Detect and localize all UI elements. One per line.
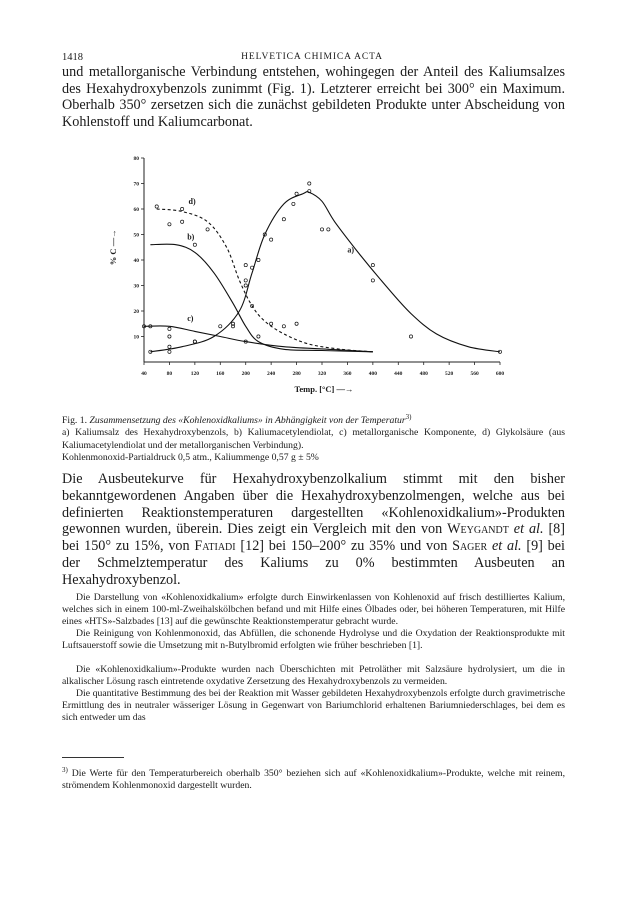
y-axis-label: % C —→ [108, 229, 118, 266]
footnote-divider [62, 757, 124, 758]
chart-labels [187, 197, 354, 323]
x-tick-label: 80 [166, 371, 173, 377]
method-paragraph-hydrolysis: Die «Kohlenoxidkalium»-Produkte wurden nach Überschichten mit Petroläther mit Salzsäure hydrolysiert, um die in alkalischer Lösung rasch eintretende oxydative Zersetzung des Hexahydroxybenzols zu vermeiden. [62, 664, 565, 688]
footnote-marker: 3) [62, 766, 68, 774]
data-point-d [270, 322, 273, 325]
x-tick-label: 360 [343, 371, 352, 377]
data-point-d [244, 279, 247, 282]
data-point-b [257, 335, 260, 338]
x-tick-label: 560 [470, 371, 479, 377]
x-tick-label: 40 [141, 371, 147, 377]
method-paragraph-purification: Die Reinigung von Kohlenmonoxid, das Abfüllen, die schonende Hydrolyse und die Oxydation der Reaktionsprodukte mit Luftsauerstoff sowie die Umsetzung mit n-Butylbromid erfolgten wie früher beschrieben [1]. [62, 628, 565, 652]
y-tick-label: 40 [133, 258, 139, 264]
data-point-a [371, 264, 374, 267]
y-tick-label: 30 [133, 283, 139, 290]
data-point-a [320, 228, 323, 231]
body-paragraph-yields: Die Ausbeutekurve für Hexahydroxybenzolkalium stimmt mit den bisher bekanntgewordenen Angaben über die Hexahydroxybenzolmengen, welche aus bei definierten Reaktionstemperaturen dargestellten «Kohlenoxidkalium»-Produkten gewonnen wurden, überein. Dies zeigt ein Vergleich mit den von Weygandt et al. [8] bei 150° zu 15%, von Fatiadi [12] bei 150–200° zu 35% und von Sager et al. [9] bei der Schmelztemperatur des Kaliums zu 0% bestimmten Ausbeuten an Hexahydroxybenzol. [62, 471, 566, 588]
figure-caption [62, 411, 565, 464]
series-line-a [150, 192, 500, 352]
journal-title: HELVETICA CHIMICA ACTA [241, 52, 383, 62]
data-point-d [155, 205, 158, 208]
x-tick-label: 520 [445, 371, 454, 377]
x-tick-label: 280 [292, 371, 301, 377]
data-point-c [168, 335, 171, 338]
x-tick-label: 200 [241, 371, 250, 377]
data-point-a [168, 350, 171, 353]
series-label-d: d) [188, 196, 196, 206]
x-tick-label: 160 [216, 371, 225, 377]
page-number: 1418 [62, 52, 83, 63]
series-label-c: c) [187, 314, 194, 324]
data-point-b [193, 243, 196, 246]
data-point-d [168, 223, 171, 226]
data-point-d [295, 322, 298, 325]
intro-paragraph: und metallorganische Verbindung entstehen, wohingegen der Anteil des Kaliumsalzes des Hexahydroxybenzols zunimmt (Fig. 1). Letzterer erreicht bei 300° ein Maximum. Oberhalb 350° zersetzen sich die zunächst gebildeten Produkte unter Abscheidung von Kohlenstoff und Kaliumcarbonat. [62, 64, 565, 130]
method-paragraph-preparation: Die Darstellung von «Kohlenoxidkalium» erfolgte durch Einwirkenlassen von Kohlenoxid auf frisch destilliertes Kalium, welches sich in einem 100-ml-Zweihalskölbchen befand und mit Hilfe eines Ölbades oder, bei höheren Temperaturen, mit Hilfe eines «HTS»-Salzbades [13] auf die gewünschte Reaktionstemperatur gebracht wurde. [62, 592, 565, 628]
data-point-a [270, 238, 273, 241]
x-tick-label: 480 [419, 371, 428, 377]
data-point-a [327, 228, 330, 231]
data-point-a [409, 335, 412, 338]
data-point-c [193, 340, 196, 343]
caption-conditions: Kohlenmonoxid-Partialdruck 0,5 atm., Kaliummenge 0,57 g ± 5% [62, 451, 319, 463]
y-tick-label: 70 [133, 181, 139, 188]
x-tick-label: 400 [368, 371, 377, 377]
chart-curves [144, 192, 500, 352]
x-tick-label: 120 [190, 371, 199, 377]
data-point-a [308, 182, 311, 185]
series-label-a: a) [347, 245, 355, 255]
data-point-a [244, 284, 247, 287]
x-tick-label: 600 [495, 371, 505, 377]
figure-1-chart [100, 150, 520, 410]
y-tick-label: 50 [133, 232, 139, 239]
y-tick-label: 20 [133, 309, 139, 315]
data-point-a [168, 345, 171, 348]
data-point-a [292, 202, 295, 205]
data-point-a [282, 218, 285, 221]
x-tick-label: 320 [317, 371, 327, 377]
series-line-b [150, 244, 373, 352]
y-tick-label: 10 [133, 334, 139, 341]
footnote [62, 764, 565, 793]
y-tick-label: 60 [133, 207, 139, 213]
data-point-d [181, 220, 184, 223]
data-point-d [282, 325, 285, 328]
footnote-text: Die Werte für den Temperaturbereich oberhalb 350° beziehen sich auf «Kohlenoxidkalium»-Produkte, welche mit reinem, strömendem Kohlenmonoxid dargestellt wurden. [62, 768, 566, 792]
data-point-d [206, 228, 209, 231]
data-point-b [244, 264, 247, 267]
data-point-a [295, 192, 298, 195]
data-point-a [371, 279, 374, 282]
data-point-d [181, 207, 184, 210]
data-point-a [257, 258, 260, 261]
series-label-b: b) [187, 232, 195, 242]
data-point-c [219, 325, 222, 328]
caption-title: Zusammensetzung des «Kohlenoxidkaliums» in Abhängigkeit von der Temperatur [89, 415, 406, 427]
method-paragraph-quantification: Die quantitative Bestimmung des bei der Reaktion mit Wasser gebildeten Hexahydroxybenzols erfolgte durch gravimetrische Ermittlung des in neutraler wässeriger Lösung in Gegenwart von Bariumchlorid erhaltenen Bariumniederschlages, bei dem es sich entweder um das [62, 688, 565, 724]
caption-title-footnote-ref: 3) [405, 413, 412, 421]
x-tick-label: 240 [267, 371, 276, 377]
caption-label: Fig. 1. [62, 415, 88, 427]
data-point-c [168, 327, 171, 330]
x-axis-label: Temp. [°C] —→ [294, 384, 354, 394]
chart-points [142, 182, 501, 354]
caption-text: a) Kaliumsalz des Hexahydroxybenzols, b) Kaliumacetylendiolat, c) metallorganische Komponente, d) Glykolsäure (aus Kaliumacetylendiolat und der metallorganischen Verbindung). [62, 427, 565, 451]
y-tick-label: 80 [133, 156, 139, 162]
x-tick-label: 440 [394, 371, 403, 377]
